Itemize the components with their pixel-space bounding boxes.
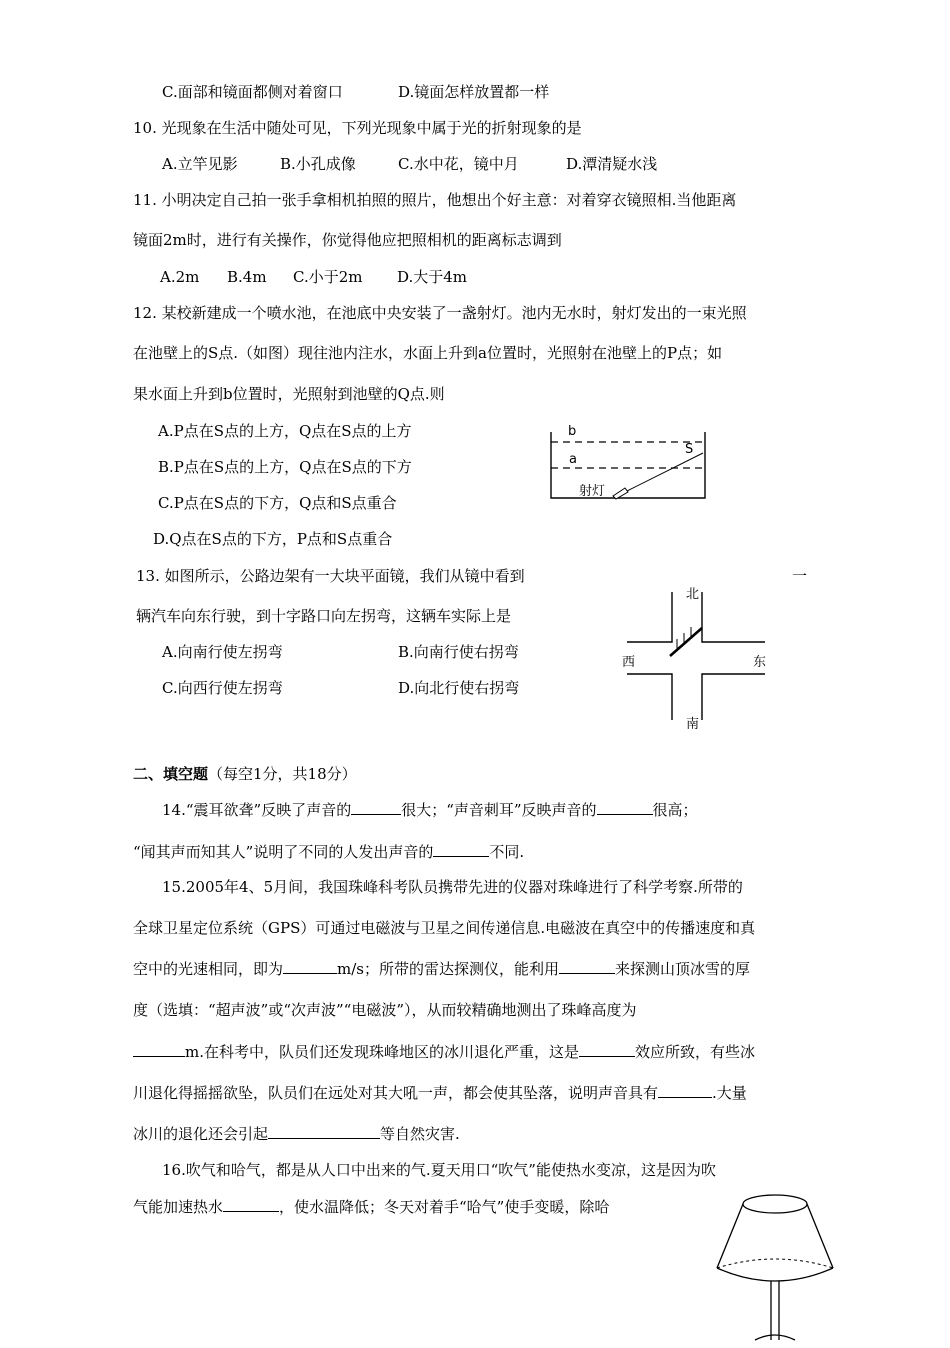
table-lamp-icon bbox=[705, 1190, 845, 1344]
q10-option-a: A.立竿见影 bbox=[162, 155, 238, 173]
q11-line-2: 镜面2m时，进行有关操作，你觉得他应把照相机的距离标志调到 bbox=[133, 231, 562, 249]
q12-option-d: D.Q点在S点的下方，P点和S点重合 bbox=[153, 530, 393, 548]
q12-line-1: 12. 某校新建成一个喷水池，在池底中央安装了一盏射灯。池内无水时，射灯发出的一束光照 bbox=[133, 304, 747, 322]
q13-line-1: 13. 如图所示，公路边架有一大块平面镜，我们从镜中看到 bbox=[136, 567, 525, 585]
q10-stem: 10. 光现象在生活中随处可见，下列光现象中属于光的折射现象的是 bbox=[133, 119, 582, 137]
q12-option-a: A.P点在S点的上方，Q点在S点的上方 bbox=[158, 422, 412, 440]
q15-text-2: m/s；所带的雷达探测仪，能利用 bbox=[337, 960, 559, 978]
q15-line-2: 全球卫星定位系统（GPS）可通过电磁波与卫星之间传递信息.电磁波在真空中的传播速度和真 bbox=[133, 919, 756, 937]
q10-option-d: D.潭清疑水浅 bbox=[566, 155, 658, 173]
label-south: 南 bbox=[686, 717, 700, 732]
blank-loudness[interactable] bbox=[351, 800, 401, 815]
q15-line-3 bbox=[133, 959, 750, 979]
q10-option-c: C.水中花，镜中月 bbox=[398, 155, 519, 173]
crossroad-diagram bbox=[615, 580, 775, 732]
q14-line-1 bbox=[162, 800, 698, 820]
blank-timbre[interactable] bbox=[433, 842, 489, 857]
crossroad-figure bbox=[615, 580, 775, 732]
q16-line-1: 16.吹气和哈气，都是从人口中出来的气.夏天用口“吹气”能使热水变凉，这是因为吹 bbox=[162, 1161, 716, 1179]
q14-text-5: 不同. bbox=[489, 843, 525, 861]
table-lamp-figure bbox=[705, 1190, 845, 1344]
q15-text-5: 效应所致，有些冰 bbox=[635, 1043, 756, 1061]
section-2-note: （每空1分，共18分） bbox=[208, 765, 357, 783]
section-2-header bbox=[133, 764, 357, 784]
q10-option-b: B.小孔成像 bbox=[280, 155, 356, 173]
light-beam bbox=[617, 453, 703, 496]
label-east: 东 bbox=[753, 655, 767, 670]
q14-text-2: 很大；“声音刺耳”反映声音的 bbox=[401, 801, 597, 819]
q16-text-1: 气能加速热水 bbox=[133, 1198, 224, 1216]
q13-line-2: 辆汽车向东行驶，到十字路口向左拐弯，这辆车实际上是 bbox=[136, 607, 512, 625]
q15-text-9: 等自然灾害. bbox=[380, 1125, 460, 1143]
blank-height[interactable] bbox=[133, 1042, 185, 1057]
blank-disaster[interactable] bbox=[268, 1124, 380, 1139]
q9-option-d: D.镜面怎样放置都一样 bbox=[398, 83, 550, 101]
q13-option-b: B.向南行使右拐弯 bbox=[398, 643, 519, 661]
q12-option-c: C.P点在S点的下方，Q点和S点重合 bbox=[158, 494, 397, 512]
blank-pitch[interactable] bbox=[597, 800, 653, 815]
q9-option-c: C.面部和镜面都侧对着窗口 bbox=[162, 83, 343, 101]
q13-option-d: D.向北行使右拐弯 bbox=[398, 679, 520, 697]
q13-option-a: A.向南行使左拐弯 bbox=[162, 643, 283, 661]
q15-text-3: 来探测山顶冰雪的厚 bbox=[615, 960, 751, 978]
label-north: 北 bbox=[686, 587, 700, 602]
q12-option-b: B.P点在S点的上方，Q点在S点的下方 bbox=[158, 458, 412, 476]
label-a: a bbox=[569, 452, 577, 467]
label-b: b bbox=[568, 424, 577, 439]
label-lamp: 射灯 bbox=[579, 484, 606, 499]
q15-text-6: 川退化得摇摇欲坠，队员们在远处对其大吼一声，都会使其坠落，说明声音具有 bbox=[133, 1084, 659, 1102]
q15-line-7 bbox=[133, 1124, 460, 1144]
blank-energy[interactable] bbox=[658, 1083, 712, 1098]
blank-effect[interactable] bbox=[579, 1042, 635, 1057]
q16-text-2: ，使水温降低；冬天对着手“哈气”使手变暖，除哈 bbox=[279, 1198, 610, 1216]
q15-text-4: m.在科考中，队员们还发现珠峰地区的冰川退化严重，这是 bbox=[185, 1043, 579, 1061]
q14-text-3: 很高； bbox=[652, 801, 698, 819]
q11-option-c: C.小于2m bbox=[293, 268, 363, 286]
plane-mirror bbox=[670, 628, 702, 656]
blank-evaporation[interactable] bbox=[223, 1197, 279, 1212]
pool-figure bbox=[545, 422, 715, 504]
q14-text-4: “闻其声而知其人”说明了不同的人发出声音的 bbox=[133, 843, 434, 861]
q15-line-6 bbox=[133, 1083, 747, 1103]
q12-line-2: 在池壁上的S点.（如图）现往池内注水，水面上升到a位置时，光照射在池壁上的P点；如 bbox=[133, 344, 723, 362]
q11-option-a: A.2m bbox=[160, 268, 200, 286]
q15-line-4: 度（选填：“超声波”或“次声波”“电磁波”），从而较精确地测出了珠峰高度为 bbox=[133, 1001, 637, 1019]
q15-text-1: 空中的光速相同，即为 bbox=[133, 960, 284, 978]
road-edges bbox=[627, 592, 765, 720]
q11-line-1: 11. 小明决定自己拍一张手拿相机拍照的照片，他想出个好主意：对着穿衣镜照相.当他距离 bbox=[133, 191, 737, 209]
q15-line-1: 15.2005年4、5月间，我国珠峰科考队员携带先进的仪器对珠峰进行了科学考察.所带的 bbox=[162, 878, 743, 896]
q14-line-2 bbox=[133, 842, 524, 862]
q11-option-b: B.4m bbox=[227, 268, 267, 286]
label-s: S bbox=[685, 442, 694, 457]
blank-wave-type[interactable] bbox=[559, 959, 615, 974]
section-2-title: 二、填空题 bbox=[133, 765, 209, 783]
q16-line-2 bbox=[133, 1197, 609, 1217]
label-west: 西 bbox=[622, 655, 636, 670]
blank-speed[interactable] bbox=[283, 959, 337, 974]
q11-option-d: D.大于4m bbox=[397, 268, 468, 286]
q15-text-8: 冰川的退化还会引起 bbox=[133, 1125, 269, 1143]
q13-option-c: C.向西行使左拐弯 bbox=[162, 679, 283, 697]
q14-text-1: 14.“震耳欲聋”反映了声音的 bbox=[162, 801, 352, 819]
q15-text-7: .大量 bbox=[712, 1084, 747, 1102]
q13-line-1-tail: 一 bbox=[792, 567, 808, 585]
q12-line-3: 果水面上升到b位置时，光照射到池壁的Q点.则 bbox=[133, 385, 445, 403]
q15-line-5 bbox=[133, 1042, 755, 1062]
